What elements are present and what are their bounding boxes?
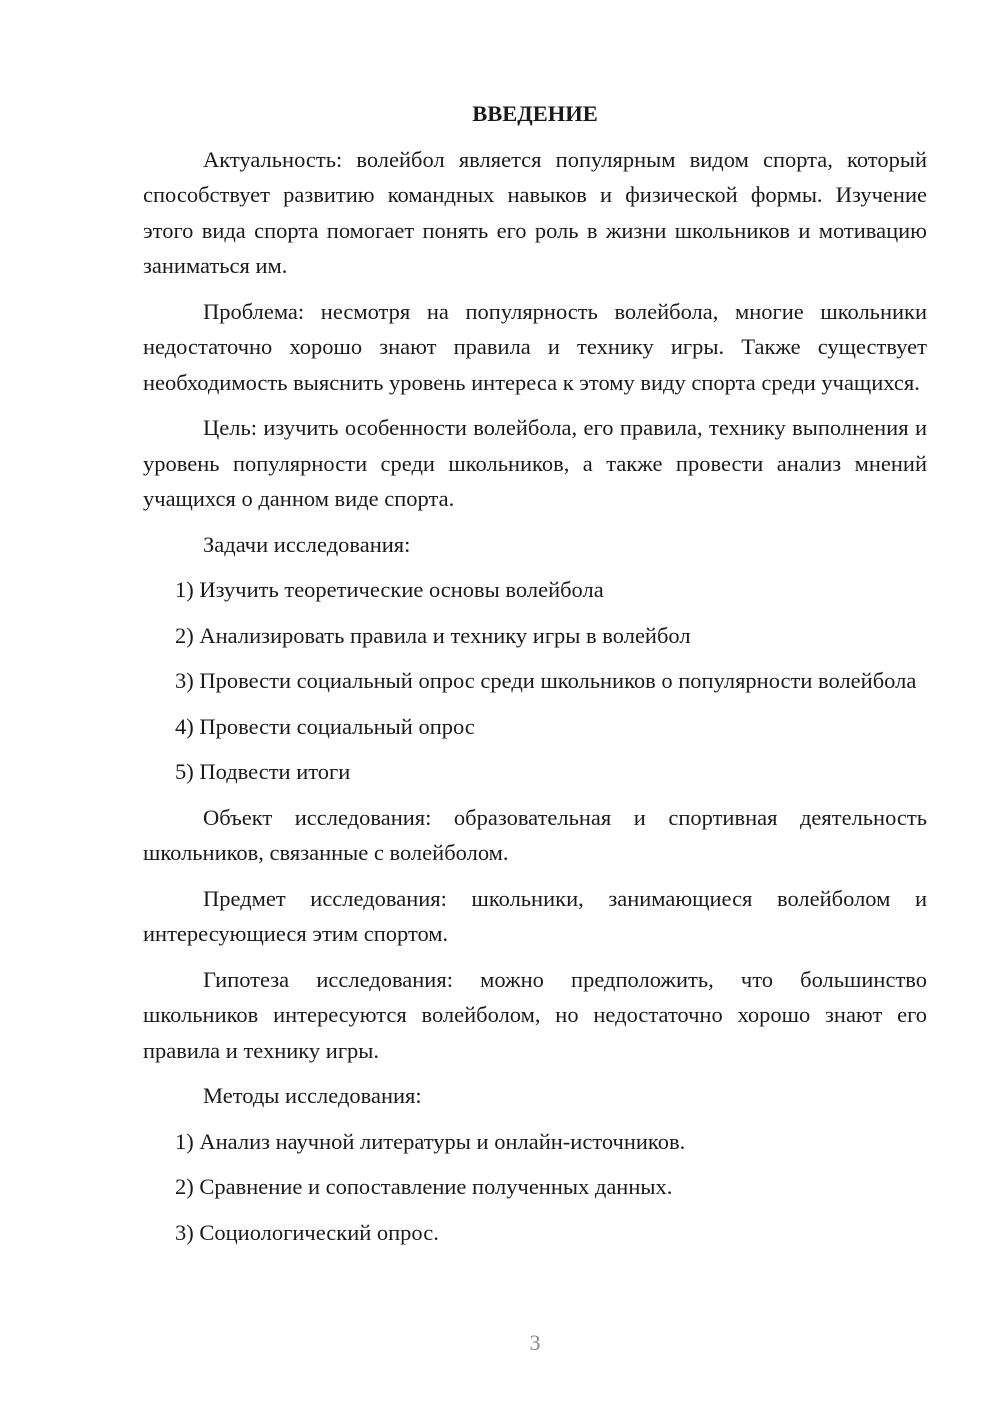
hypothesis-paragraph: Гипотеза исследования: можно предположить, что большинство школьников интересуются волейболом, но недостаточно хорошо знают его правила и технику игры. bbox=[143, 966, 927, 1063]
problem-paragraph: Проблема: несмотря на популярность волейбола, многие школьники недостаточно хорошо знают правила и технику игры. Также существует необходимость выяснить уровень интереса к этому виду спорта среди учащихся. bbox=[143, 298, 927, 395]
tasks-heading: Задачи исследования: bbox=[203, 531, 411, 557]
page-content bbox=[143, 96, 927, 1260]
task-item: 5) Подвести итоги bbox=[175, 759, 351, 784]
object-paragraph: Объект исследования: образовательная и спортивная деятельность школьников, связанные с волейболом. bbox=[143, 804, 927, 865]
task-item: 1) Изучить теоретические основы волейбола bbox=[175, 577, 604, 602]
task-item: 4) Провести социальный опрос bbox=[175, 713, 475, 739]
relevance-paragraph: Актуальность: волейбол является популярным видом спорта, который способствует развитию командных навыков и физической формы. Изучение этого вида спорта помогает понять его роль в жизни школьников и мотивацию заниматься им. bbox=[143, 146, 927, 278]
task-item: 2) Анализировать правила и технику игры в волейбол bbox=[175, 622, 691, 648]
goal-paragraph: Цель: изучить особенности волейбола, его правила, технику выполнения и уровень популярности среди школьников, а также провести анализ мнений учащихся о данном виде спорта. bbox=[143, 415, 927, 511]
page-title: ВВЕДЕНИЕ bbox=[472, 101, 598, 126]
task-item: 3) Провести социальный опрос среди школьников о популярности волейбола bbox=[175, 668, 917, 693]
page-number: 3 bbox=[529, 1330, 541, 1355]
method-item: 1) Анализ научной литературы и онлайн-источников. bbox=[175, 1128, 686, 1154]
method-item: 2) Сравнение и сопоставление полученных данных. bbox=[175, 1174, 673, 1199]
subject-paragraph: Предмет исследования: школьники, занимающиеся волейболом и интересующиеся этим спортом. bbox=[143, 885, 927, 946]
method-item: 3) Социологический опрос. bbox=[175, 1219, 439, 1245]
methods-heading: Методы исследования: bbox=[203, 1083, 422, 1108]
